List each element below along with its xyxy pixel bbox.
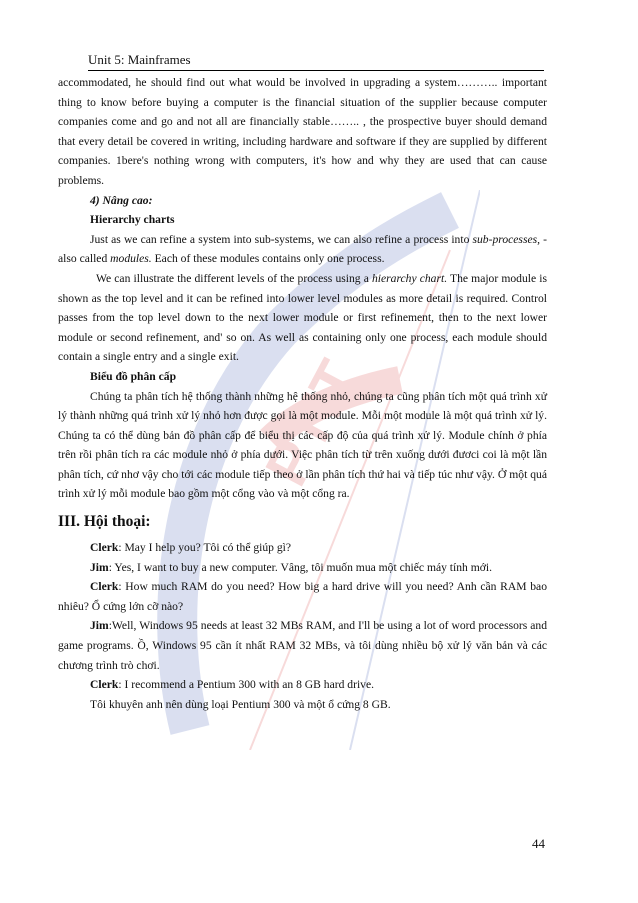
document-body [58,73,547,714]
paragraph-refine [58,230,547,269]
speaker: Jim [90,560,109,574]
text-run: Each of these modules contains only one process. [151,252,385,266]
dialogue-line [58,558,547,578]
watermark-logo-text: PTIT [252,349,373,497]
text-run: -also called [58,232,547,266]
dialogue-line [58,577,547,616]
speaker: Clerk [90,541,119,555]
speaker: Clerk [90,678,119,692]
speaker: Clerk [90,580,119,594]
text-run: Just as we can refine a system into sub-systems, we can also refine a process into [90,232,473,246]
page-number: 44 [532,836,545,851]
hierarchy-heading: Hierarchy charts [90,213,175,227]
dialogue-line [58,616,547,675]
separator: : [108,619,112,633]
paragraph-vietnamese: Chúng ta phân tích hệ thống thành những hệ thống nhỏ, chúng ta cũng phân tích một quá trình xử lý thành những quá trình xử lý nhỏ hơn được gọi là một module. Mỗi một module là một quá trình xử lý. Chúng ta có thể dùng bản đồ phân cấp để biểu thị các cấp độ của quá trình xử lý. Module chính ở phía trên rồi phân tích ra các module nhỏ ở phía dưới. Việc phân tích từ trên xuống dưới đươci coi là một lần phân tích, cứ nhơ vậy cho tới các module tiếp theo ở lần phân tích thứ hai và tiếp túc như vậy. Ở một quá trình xử lý mỗi module bao gồm một cổng vào và một cổng ra. [58,389,547,501]
paragraph-hierarchy-chart [58,269,547,367]
italic-term-subprocesses: sub-processes, [472,232,541,246]
separator: : [108,560,115,574]
text-run: The major module is shown as the top level and it can be refined into lower level modules as more detail is required. Control passes from the top level down to the next lower module or first refinement, then to the next lower module or second refinement, and' so on. As well as containing only one process, each module should contain a single entry and a single exit. [58,271,547,364]
text-run: We can illustrate the different levels of the process using a [96,271,372,285]
dialogue-text: I recommend a Pentium 300 with an 8 GB hard drive. [124,678,375,692]
italic-term-hierarchy-chart: hierarchy chart. [371,271,448,285]
page-header: Unit 5: Mainframes [88,52,544,71]
dialogue-line [58,538,547,558]
vn-heading: Biểu đồ phân cấp [90,369,177,383]
separator: : [118,678,125,692]
separator: : [118,580,126,594]
paragraph-upgrade: accommodated, he should find out what would be involved in upgrading a system……….. important thing to know before buying a computer is the financial situation of the supplier because computer companies come and go and not all are financially stable…….. , the prospective buyer should demand that every detail be covered in writing, including hardware and software if they are supplied by different companies. 1bere's nothing wrong with computers, it's how and why they are used that can cause problems. [58,76,547,187]
closing-line: Tôi khuyên anh nên dùng loại Pentium 300 và một ổ cứng 8 GB. [90,697,391,711]
dialogue-text: Well, Windows 95 needs at least 32 MBs RAM, and I'll be using a lot of word processors and game programs. Ồ, Windows 95 cần ít nhất RAM 32 MBs, và tôi dùng nhiều bộ xử lý văn bản và các chương trình trò chơi. [58,619,547,672]
dialogue-line [58,675,547,695]
advanced-heading: 4) Nâng cao: [90,193,153,207]
separator: : [118,541,125,555]
dialogue-text: May I help you? Tôi có thể giúp gì? [124,541,292,555]
dialogue-text: How much RAM do you need? How big a hard drive will you need? Anh cần RAM bao nhiêu? Ổ cứng lớn cỡ nào? [58,580,547,613]
dialogue-text: Yes, I want to buy a new computer. Vâng, tôi muốn mua một chiếc máy tính mới. [114,560,493,574]
section-title: III. Hội thoại: [58,513,151,531]
speaker: Jim [90,619,109,633]
italic-term-modules: modules. [110,252,152,266]
